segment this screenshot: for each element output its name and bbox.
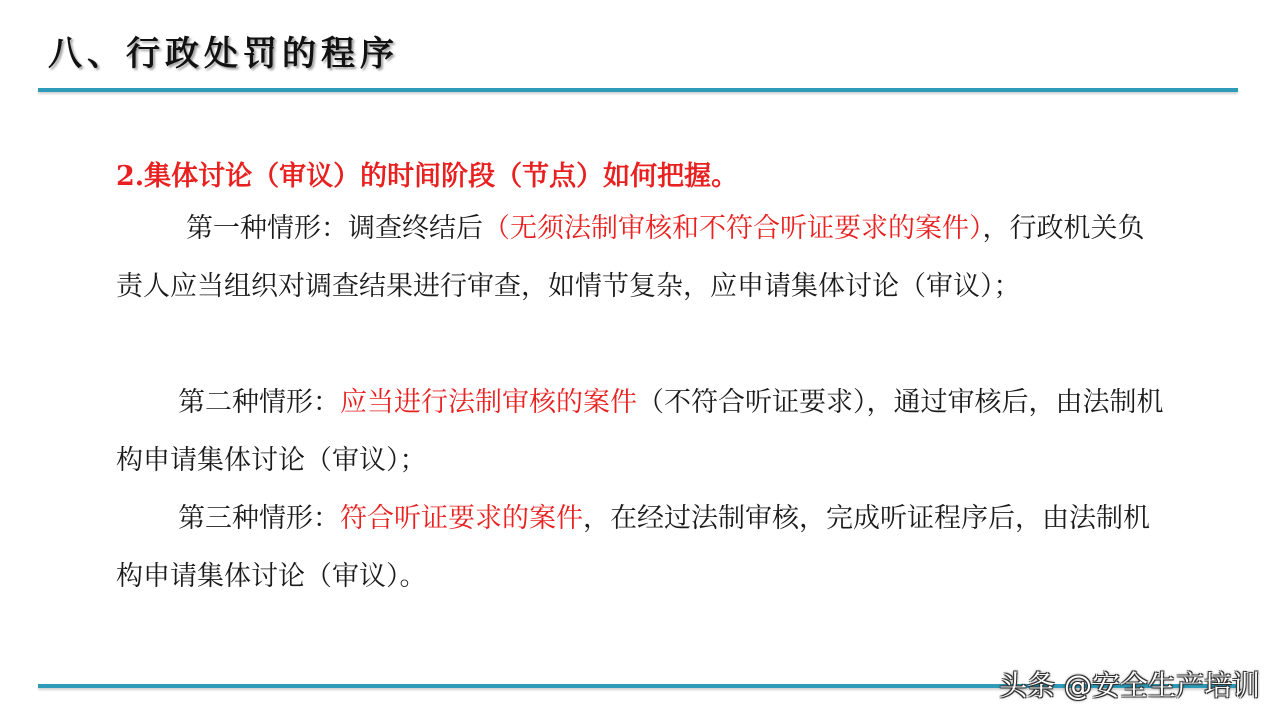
case-1-rest: ，行政机关负责人应当组织对调查结果进行审查，如情节复杂，应申请集体讨论（审议）； xyxy=(116,213,1145,302)
paragraph-case-1 xyxy=(116,200,1166,316)
case-3-emphasis: 符合听证要求的案件 xyxy=(340,503,583,534)
section-heading: 2.集体讨论（审议）的时间阶段（节点）如何把握。 xyxy=(116,161,739,192)
slide-title: 八、行政处罚的程序 xyxy=(48,34,399,74)
top-divider xyxy=(38,88,1238,92)
paragraph-case-2 xyxy=(116,374,1166,490)
case-1-lead: 第一种情形：调查终结后 xyxy=(186,213,483,244)
watermark-text: 头条 @安全生产培训 xyxy=(999,669,1260,702)
paragraph-case-3 xyxy=(116,490,1166,606)
case-2-lead: 第二种情形： xyxy=(178,387,340,418)
case-1-emphasis: （无须法制审核和不符合听证要求的案件） xyxy=(483,213,983,244)
case-2-rest: （不符合听证要求），通过审核后，由法制机构申请集体讨论（审议）； xyxy=(116,387,1164,476)
case-3-lead: 第三种情形： xyxy=(178,503,340,534)
case-3-rest: ，在经过法制审核，完成听证程序后，由法制机构申请集体讨论（审议）。 xyxy=(116,503,1150,592)
case-2-emphasis: 应当进行法制审核的案件 xyxy=(340,387,637,418)
